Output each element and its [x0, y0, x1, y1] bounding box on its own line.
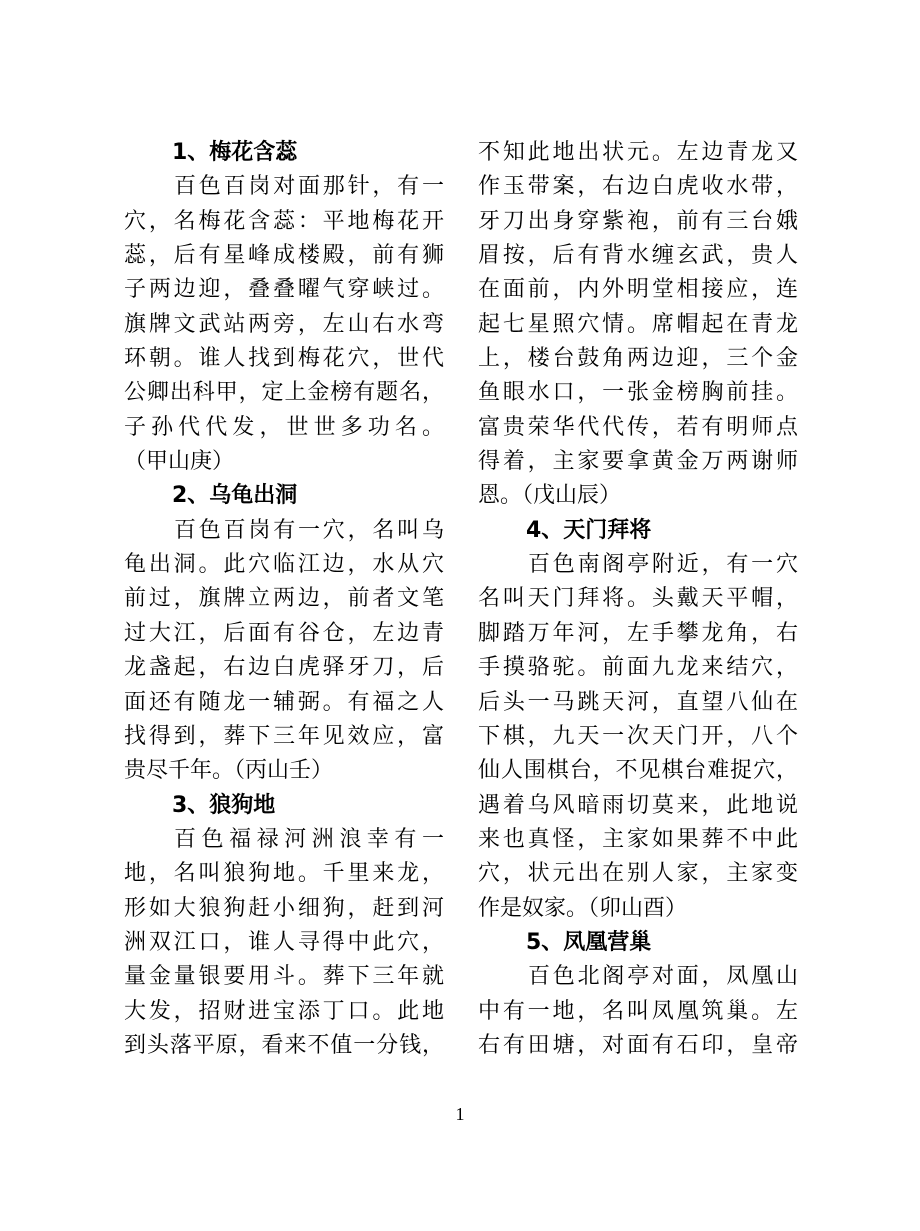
section-3-line: 百色福禄河洲浪幸有一 — [174, 826, 444, 852]
section-3-line: 洲双江口，谁人寻得中此穴， — [124, 929, 444, 955]
section-5-title: 5、凤凰营巢 — [526, 929, 652, 955]
section-4-line: 穴，状元出在别人家，主家变 — [478, 861, 798, 887]
section-3-line: 起七星照穴情。席帽起在青龙 — [478, 311, 798, 337]
section-4-line: 后头一马跳天河，直望八仙在 — [478, 689, 798, 715]
section-1-line: 穴，名梅花含蕊：平地梅花开 — [124, 208, 444, 234]
section-1-line: 环朝。谁人找到梅花穴，世代 — [124, 346, 444, 372]
section-3-line: 富贵荣华代代传，若有明师点 — [478, 414, 798, 440]
section-3-line: 鱼眼水口，一张金榜胸前挂。 — [478, 380, 798, 406]
section-5-line: 中有一地，名叫凤凰筑巢。左 — [478, 998, 798, 1024]
section-2-title: 2、乌龟出洞 — [172, 483, 298, 509]
section-2-line: 百色百岗有一穴，名叫乌 — [174, 517, 444, 543]
section-4-line: 手摸骆驼。前面九龙来结穴， — [478, 655, 798, 681]
section-3-line: 恩。（戊山辰） — [478, 483, 622, 509]
section-2-line: 面还有随龙一辅弼。有福之人 — [124, 689, 444, 715]
section-3-line: 在面前，内外明堂相接应，连 — [478, 277, 798, 303]
section-2-line: 龙盏起，右边白虎驿牙刀，后 — [124, 655, 444, 681]
section-4-title: 4、天门拜将 — [526, 517, 652, 543]
left-column — [124, 136, 444, 1063]
section-4-line: 百色南阁亭附近，有一穴 — [528, 552, 798, 578]
section-3-line: 大发，招财进宝添丁口。此地 — [124, 998, 444, 1024]
section-4-line: 脚踏万年河，左手攀龙角，右 — [478, 620, 798, 646]
section-1-line: 子孙代代发，世世多功名。 — [124, 414, 444, 440]
section-3-line: 量金量银要用斗。葬下三年就 — [124, 964, 444, 990]
section-1-title: 1、梅花含蕊 — [172, 140, 298, 165]
section-1-line: 旗牌文武站两旁，左山右水弯 — [124, 311, 444, 337]
section-3-line: 到头落平原，看来不值一分钱， — [124, 1032, 444, 1058]
section-2-line: 龟出洞。此穴临江边，水从穴 — [124, 552, 444, 578]
section-1-line: 公卿出科甲，定上金榜有题名， — [124, 380, 444, 406]
section-3-line: 作玉带案，右边白虎收水带， — [478, 174, 798, 200]
section-3-line: 不知此地出状元。左边青龙又 — [478, 140, 798, 165]
section-1-line: 蕊，后有星峰成楼殿，前有狮 — [124, 243, 444, 269]
section-4-line: 名叫天门拜将。头戴天平帽， — [478, 586, 798, 612]
section-5-line: 右有田塘，对面有石印，皇帝 — [478, 1032, 798, 1058]
section-2-line: 前过，旗牌立两边，前者文笔 — [124, 586, 444, 612]
right-column — [478, 136, 798, 1063]
section-4-line: 下棋，九天一次天门开，八个 — [478, 723, 798, 749]
section-2-line: 贵尽千年。（丙山壬） — [124, 758, 334, 784]
section-4-line: 仙人围棋台，不见棋台难捉穴， — [478, 758, 798, 784]
section-5-line: 百色北阁亭对面，凤凰山 — [528, 964, 798, 990]
section-2-line: 过大江，后面有谷仓，左边青 — [124, 620, 444, 646]
section-3-line: 得着，主家要拿黄金万两谢师 — [478, 449, 798, 475]
page-number: 1 — [455, 1104, 465, 1124]
section-4-line: 作是奴家。（卯山酉） — [478, 895, 688, 921]
section-4-line: 遇着乌风暗雨切莫来，此地说 — [478, 792, 798, 818]
section-1-line: （甲山庚） — [124, 449, 235, 475]
section-4-line: 来也真怪，主家如果葬不中此 — [478, 826, 798, 852]
section-3-line: 形如大狼狗赶小细狗，赶到河 — [124, 895, 444, 921]
section-3-line: 眉按，后有背水缠玄武，贵人 — [478, 243, 798, 269]
section-2-line: 找得到，葬下三年见效应，富 — [124, 723, 444, 749]
section-3-line: 地，名叫狼狗地。千里来龙， — [124, 861, 444, 887]
section-3-title: 3、狼狗地 — [172, 792, 276, 818]
section-1-line: 子两边迎，叠叠曜气穿峡过。 — [124, 277, 444, 303]
section-3-line: 上，楼台鼓角两边迎，三个金 — [478, 346, 798, 372]
section-3-line: 牙刀出身穿紫袍，前有三台娥 — [478, 208, 798, 234]
section-1-line: 百色百岗对面那针，有一 — [174, 174, 444, 200]
